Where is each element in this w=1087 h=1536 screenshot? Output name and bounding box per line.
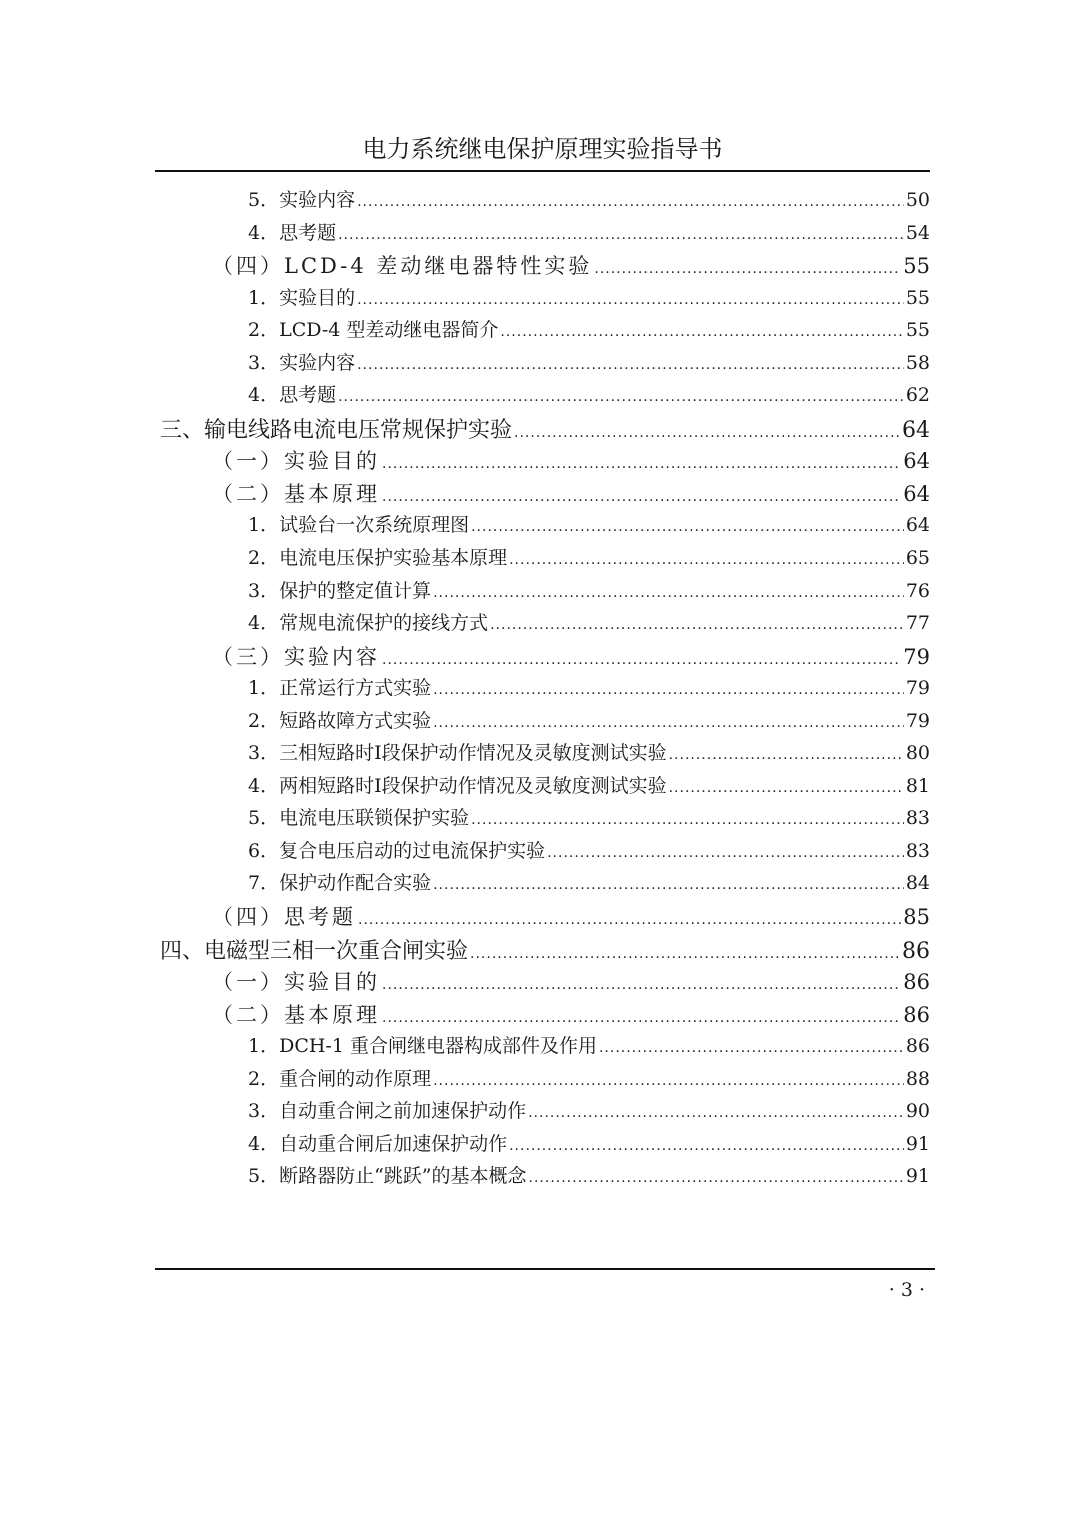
toc-entry-label: 3．三相短路时Ⅰ段保护动作情况及灵敏度测试实验	[248, 742, 667, 765]
toc-entry-label: （二）基本原理	[212, 481, 380, 506]
toc-entry[interactable]	[155, 966, 930, 999]
toc-entry-label: （一）实验目的	[212, 970, 380, 995]
toc-entry-label: 四、电磁型三相一次重合闸实验	[160, 938, 469, 964]
page-header-title: 电力系统继电保护原理实验指导书	[362, 135, 723, 163]
toc-entry-page: 79	[903, 644, 930, 669]
toc-entry[interactable]	[155, 315, 930, 348]
toc-entry-label: 1．实验目的	[248, 286, 356, 309]
toc-entry-label: （二）基本原理	[212, 1002, 380, 1027]
toc-leader-dots	[594, 261, 901, 277]
toc-entry-page: 65	[905, 547, 930, 570]
toc-entry-label: 5．断路器防止“跳跃”的基本概念	[248, 1165, 527, 1188]
toc-entry-label: 3．实验内容	[248, 351, 356, 374]
toc-leader-dots	[382, 456, 901, 472]
toc-entry-label: 2．重合闸的动作原理	[248, 1067, 432, 1090]
toc-entry[interactable]	[155, 673, 930, 706]
toc-entry-label: （四）思考题	[212, 905, 356, 930]
toc-entry-page: 64	[902, 417, 930, 443]
toc-entry[interactable]	[155, 283, 930, 316]
toc-entry[interactable]	[155, 380, 930, 413]
toc-leader-dots	[514, 425, 900, 441]
toc-leader-dots	[470, 946, 900, 962]
toc-entry[interactable]	[155, 576, 930, 609]
toc-entry-page: 90	[905, 1100, 930, 1123]
toc-entry-label: 1．DCH-1 重合闸继电器构成部件及作用	[248, 1035, 597, 1058]
toc-leader-dots	[471, 519, 904, 535]
toc-entry[interactable]	[155, 738, 930, 771]
toc-entry-page: 84	[905, 872, 930, 895]
toc-entry-label: 4．常规电流保护的接线方式	[248, 612, 489, 635]
toc-entry-page: 76	[905, 579, 930, 602]
toc-entry[interactable]	[155, 348, 930, 381]
toc-leader-dots	[382, 1010, 901, 1026]
toc-entry[interactable]	[155, 1064, 930, 1097]
toc-entry[interactable]	[155, 1161, 930, 1194]
toc-entry[interactable]	[155, 445, 930, 478]
toc-entry[interactable]	[155, 543, 930, 576]
toc-entry-page: 81	[905, 774, 930, 797]
toc-entry-label: （三）实验内容	[212, 644, 380, 669]
toc-entry-page: 54	[905, 221, 930, 244]
toc-entry-page: 64	[903, 481, 930, 506]
toc-entry[interactable]	[155, 901, 930, 934]
toc-leader-dots	[529, 1170, 904, 1186]
toc-entry-page: 58	[905, 351, 930, 374]
toc-entry-page: 79	[905, 677, 930, 700]
toc-entry-label: 4．思考题	[248, 384, 337, 407]
toc-entry-page: 86	[903, 970, 930, 995]
toc-entry-label: 4．自动重合闸后加速保护动作	[248, 1132, 508, 1155]
toc-entry-page: 86	[905, 1035, 930, 1058]
toc-entry-page: 55	[905, 319, 930, 342]
toc-entry-page: 83	[905, 839, 930, 862]
toc-entry-page: 55	[905, 286, 930, 309]
toc-leader-dots	[382, 652, 901, 668]
toc-entry[interactable]	[155, 1031, 930, 1064]
toc-entry-page: 86	[902, 938, 930, 964]
toc-leader-dots	[433, 682, 904, 698]
toc-entry[interactable]	[155, 250, 930, 283]
toc-entry-label: 6．复合电压启动的过电流保护实验	[248, 839, 546, 862]
toc-entry-label: 5．电流电压联锁保护实验	[248, 807, 470, 830]
toc-leader-dots	[490, 617, 904, 633]
toc-entry-label: （一）实验目的	[212, 449, 380, 474]
toc-entry-page: 79	[905, 709, 930, 732]
toc-entry-label: 2．短路故障方式实验	[248, 709, 432, 732]
toc-entry-label: 2．电流电压保护实验基本原理	[248, 547, 508, 570]
toc-leader-dots	[338, 389, 904, 405]
toc-entry-label: 5．实验内容	[248, 189, 356, 211]
toc-leader-dots	[382, 977, 901, 993]
toc-leader-dots	[528, 1105, 904, 1121]
toc-entry-label: 1．试验台一次系统原理图	[248, 514, 470, 537]
page-number: · 3 ·	[888, 1279, 925, 1301]
toc-entry-label: 3．保护的整定值计算	[248, 579, 432, 602]
toc-entry-label: 1．正常运行方式实验	[248, 677, 432, 700]
toc-entry-page: 62	[905, 384, 930, 407]
toc-entry-page: 50	[905, 189, 930, 211]
header-rule	[155, 170, 930, 172]
toc-leader-dots	[433, 1073, 904, 1089]
toc-entry-page: 86	[903, 1002, 930, 1027]
toc-leader-dots	[500, 324, 903, 340]
toc-entry-page: 85	[903, 905, 930, 930]
toc-leader-dots	[509, 1138, 904, 1154]
toc-leader-dots	[433, 585, 904, 601]
toc-entry[interactable]	[155, 1096, 930, 1129]
toc-entry-label: 3．自动重合闸之前加速保护动作	[248, 1100, 527, 1123]
toc-entry-page: 77	[905, 612, 930, 635]
toc-entry-label: 4．思考题	[248, 221, 337, 244]
toc-entry-label: 2．LCD-4 型差动继电器简介	[248, 319, 499, 342]
toc-leader-dots	[599, 1040, 904, 1056]
toc-leader-dots	[547, 845, 904, 861]
toc-entry[interactable]	[155, 510, 930, 543]
footer-rule	[155, 1268, 935, 1270]
toc-entry[interactable]	[155, 218, 930, 251]
toc-entry-page: 83	[905, 807, 930, 830]
toc-leader-dots	[357, 194, 904, 210]
toc-entry-page: 80	[905, 742, 930, 765]
toc-leader-dots	[382, 489, 901, 505]
toc-entry[interactable]	[155, 641, 930, 674]
toc-entry[interactable]	[155, 999, 930, 1032]
toc-entry[interactable]	[155, 803, 930, 836]
toc-leader-dots	[669, 780, 904, 796]
toc-leader-dots	[471, 812, 904, 828]
toc-entry-page: 55	[903, 254, 930, 279]
toc-leader-dots	[669, 747, 904, 763]
toc-entry-page: 64	[903, 449, 930, 474]
toc-entry[interactable]	[155, 608, 930, 641]
toc-entry-page: 91	[905, 1132, 930, 1155]
toc-leader-dots	[357, 292, 904, 308]
toc-leader-dots	[338, 227, 904, 243]
toc-leader-dots	[509, 552, 904, 568]
toc-entry[interactable]	[155, 413, 930, 446]
toc-leader-dots	[358, 912, 901, 928]
toc-leader-dots	[433, 877, 904, 893]
toc-entry-label: 4．两相短路时Ⅰ段保护动作情况及灵敏度测试实验	[248, 774, 667, 797]
toc-entry[interactable]	[155, 185, 930, 218]
toc-entry[interactable]	[155, 1129, 930, 1162]
toc-entry-page: 88	[905, 1067, 930, 1090]
toc-entry[interactable]	[155, 706, 930, 739]
toc-entry-page: 91	[905, 1165, 930, 1188]
toc-leader-dots	[357, 357, 904, 373]
toc-entry[interactable]	[155, 836, 930, 869]
table-of-contents	[155, 185, 930, 1194]
toc-entry[interactable]	[155, 771, 930, 804]
toc-entry[interactable]	[155, 934, 930, 967]
toc-entry[interactable]	[155, 868, 930, 901]
toc-entry[interactable]	[155, 478, 930, 511]
toc-leader-dots	[433, 715, 904, 731]
toc-entry-label: 7．保护动作配合实验	[248, 872, 432, 895]
toc-entry-page: 64	[905, 514, 930, 537]
toc-entry-label: 三、输电线路电流电压常规保护实验	[160, 417, 513, 443]
toc-entry-label: （四）LCD-4 差动继电器特性实验	[212, 254, 593, 279]
